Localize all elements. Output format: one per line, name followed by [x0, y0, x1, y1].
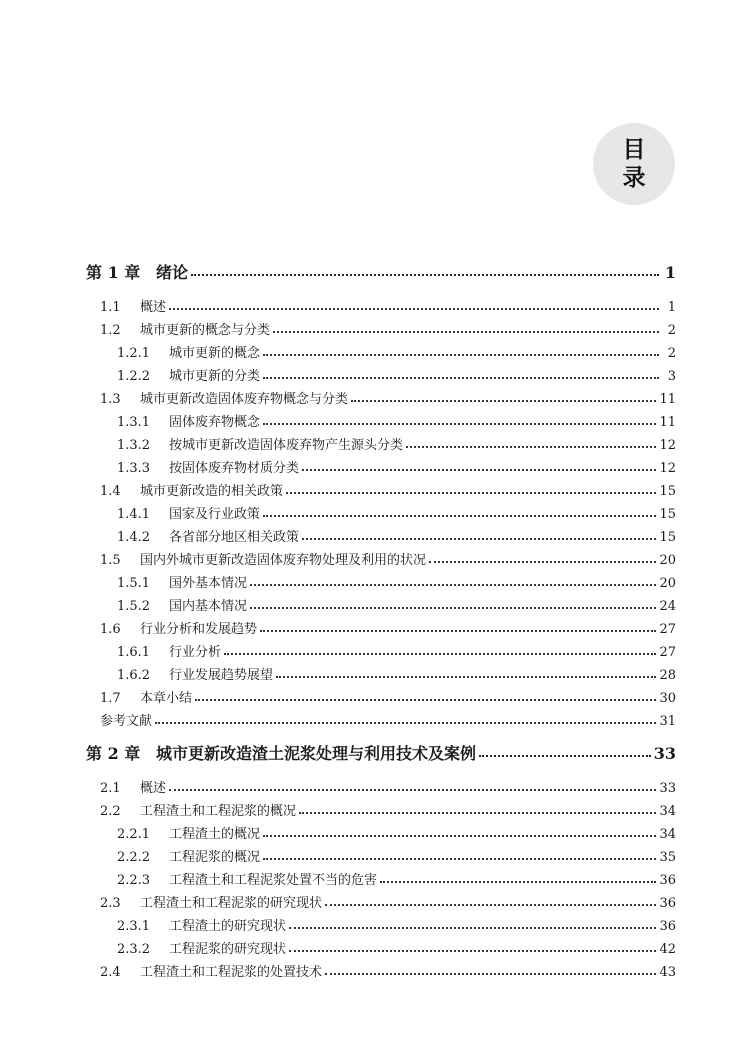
toc-entry-title: 工程渣土和工程泥浆处置不当的危害 [169, 873, 378, 888]
dot-leader [263, 835, 656, 837]
toc-entry-page: 34 [659, 827, 676, 842]
toc-entry-title: 概述 [140, 300, 167, 315]
toc-entry-title: 行业分析 [169, 645, 222, 660]
toc-entry[interactable] [117, 411, 676, 430]
dot-leader [224, 653, 656, 655]
toc-entry-number: 第 2 章 [86, 744, 141, 763]
toc-entry[interactable] [117, 503, 676, 522]
toc-entry-page: 20 [659, 576, 676, 591]
toc-entry-page: 34 [659, 804, 676, 819]
toc-entry[interactable] [117, 915, 676, 934]
dot-leader [302, 469, 656, 471]
toc-entry[interactable] [117, 457, 676, 476]
toc-heading-badge [593, 123, 675, 205]
toc-entry-title: 按城市更新改造固体废弃物产生源头分类 [169, 438, 404, 453]
toc-entry-number: 1.5.1 [117, 576, 151, 591]
toc-entry[interactable] [100, 800, 676, 819]
toc-entry-page: 2 [667, 323, 676, 338]
toc-entry[interactable] [117, 365, 676, 384]
toc-entry[interactable] [117, 572, 676, 591]
toc-entry-title: 城市更新改造渣土泥浆处理与利用技术及案例 [156, 744, 477, 763]
dot-leader [429, 561, 656, 563]
dot-leader [351, 400, 656, 402]
toc-entry-number: 1.6.2 [117, 668, 151, 683]
dot-leader [289, 927, 656, 929]
toc-entry-title: 固体废弃物概念 [169, 415, 261, 430]
toc-entry[interactable] [117, 641, 676, 660]
dot-leader [250, 584, 656, 586]
toc-entry-page: 33 [659, 781, 676, 796]
toc-entry-number: 1.6 [100, 622, 121, 637]
toc-entry-number: 2.2.2 [117, 850, 151, 865]
toc-entry-title: 国家及行业政策 [169, 507, 261, 522]
dot-leader [169, 308, 659, 310]
toc-entry-number: 2.3 [100, 896, 121, 911]
toc-entry-title: 工程泥浆的研究现状 [169, 942, 287, 957]
dot-leader [380, 881, 656, 883]
toc-entry-number: 1.1 [100, 300, 121, 315]
toc-entry-page: 35 [659, 850, 676, 865]
toc-entry-title: 城市更新改造固体废弃物概念与分类 [140, 392, 349, 407]
toc-entry-number: 1.3.1 [117, 415, 151, 430]
toc-entry[interactable] [100, 319, 676, 338]
toc-entry-title: 城市更新的概念 [169, 346, 261, 361]
toc-entry-page: 27 [659, 622, 676, 637]
toc-entry-title: 行业发展趋势展望 [169, 668, 274, 683]
dot-leader [325, 904, 656, 906]
toc-entry-number: 2.3.2 [117, 942, 151, 957]
toc-entry-page: 36 [659, 873, 676, 888]
toc-entry[interactable] [100, 388, 676, 407]
toc-entry-page: 31 [659, 714, 676, 729]
toc-entry-title: 本章小结 [140, 691, 193, 706]
toc-entry-number: 1.2 [100, 323, 121, 338]
toc-entry-number: 1.3.3 [117, 461, 151, 476]
toc-entry-title: 城市更新改造的相关政策 [140, 484, 284, 499]
toc-entry-page: 2 [667, 346, 676, 361]
toc-entry-number: 2.2.3 [117, 873, 151, 888]
toc-entry-page: 11 [659, 392, 676, 407]
toc-entry-number: 2.2 [100, 804, 121, 819]
toc-entry-title: 概述 [140, 781, 167, 796]
toc-entry-number: 2.4 [100, 965, 121, 980]
toc-entry-page: 36 [659, 896, 676, 911]
toc-entry-title: 行业分析和发展趋势 [140, 622, 258, 637]
toc-entry[interactable] [117, 938, 676, 957]
toc-chapter-entry[interactable] [86, 260, 676, 283]
toc-entry-page: 36 [659, 919, 676, 934]
toc-entry[interactable] [117, 664, 676, 683]
toc-entry-page: 12 [659, 438, 676, 453]
toc-entry-number: 1.3 [100, 392, 121, 407]
dot-leader [479, 755, 651, 757]
toc-entry-title: 参考文献 [100, 714, 153, 729]
toc-entry-title: 工程渣土和工程泥浆的处置技术 [140, 965, 323, 980]
toc-entry-title: 工程渣土和工程泥浆的概况 [140, 804, 297, 819]
toc-entry[interactable] [117, 526, 676, 545]
toc-entry-title: 国外基本情况 [169, 576, 248, 591]
toc-entry-title: 城市更新的分类 [169, 369, 261, 384]
toc-entry[interactable] [100, 618, 676, 637]
toc-entry-title: 国内基本情况 [169, 599, 248, 614]
dot-leader [406, 446, 656, 448]
toc-entry-number: 2.2.1 [117, 827, 151, 842]
toc-entry-title: 按固体废弃物材质分类 [169, 461, 300, 476]
toc-entry-page: 43 [659, 965, 676, 980]
toc-entry-number: 1.4.1 [117, 507, 151, 522]
toc-entry-number: 1.5.2 [117, 599, 151, 614]
toc-entry-number: 1.6.1 [117, 645, 151, 660]
toc-entry-number: 1.4 [100, 484, 121, 499]
toc-entry-number: 2.3.1 [117, 919, 151, 934]
toc-entry[interactable] [117, 869, 676, 888]
toc-entry[interactable] [100, 777, 676, 796]
toc-entry-title: 工程泥浆的概况 [169, 850, 261, 865]
dot-leader [325, 973, 656, 975]
dot-leader [263, 515, 656, 517]
toc-entry[interactable] [117, 823, 676, 842]
toc-entry[interactable] [117, 342, 676, 361]
toc-chapter-entry[interactable] [86, 741, 676, 764]
dot-leader [191, 274, 659, 276]
toc-entry-number: 1.7 [100, 691, 121, 706]
toc-entry-number: 1.4.2 [117, 530, 151, 545]
dot-leader [263, 377, 659, 379]
toc-entry-page: 42 [659, 942, 676, 957]
dot-leader [195, 699, 656, 701]
toc-entry-number: 1.2.1 [117, 346, 151, 361]
dot-leader [263, 423, 656, 425]
toc-entry-page: 24 [659, 599, 676, 614]
toc-entry[interactable] [100, 961, 676, 980]
dot-leader [276, 676, 656, 678]
toc-entry-page: 33 [653, 744, 676, 763]
toc-entry-number: 第 1 章 [86, 263, 141, 282]
toc-entry[interactable] [117, 434, 676, 453]
dot-leader [155, 722, 656, 724]
dot-leader [263, 354, 659, 356]
toc-entry-page: 15 [659, 530, 676, 545]
dot-leader [263, 858, 656, 860]
toc-entry-page: 1 [667, 300, 676, 315]
toc-entry[interactable] [100, 480, 676, 499]
toc-entry-page: 30 [659, 691, 676, 706]
toc-references-entry[interactable] [100, 710, 676, 729]
toc-entry[interactable] [117, 846, 676, 865]
toc-entry-title: 城市更新的概念与分类 [140, 323, 271, 338]
toc-entry[interactable] [100, 296, 676, 315]
toc-entry-page: 28 [659, 668, 676, 683]
toc-entry[interactable] [100, 549, 676, 568]
dot-leader [250, 607, 656, 609]
toc-entry-number: 1.3.2 [117, 438, 151, 453]
toc-entry[interactable] [117, 595, 676, 614]
toc-heading-bottom: 录 [622, 165, 646, 191]
dot-leader [273, 331, 659, 333]
toc-entry-page: 11 [659, 415, 676, 430]
toc-entry[interactable] [100, 892, 676, 911]
dot-leader [286, 492, 656, 494]
toc-entry-page: 20 [659, 553, 676, 568]
toc-entry[interactable] [100, 687, 676, 706]
toc-entry-number: 1.5 [100, 553, 121, 568]
toc-entry-title: 绪论 [156, 263, 189, 282]
toc-entry-number: 1.2.2 [117, 369, 151, 384]
toc-entry-page: 15 [659, 507, 676, 522]
toc-entry-page: 3 [667, 369, 676, 384]
toc-entry-page: 12 [659, 461, 676, 476]
toc-entry-page: 1 [664, 263, 676, 282]
dot-leader [302, 538, 656, 540]
toc-entry-page: 15 [659, 484, 676, 499]
toc-entry-title: 工程渣土的研究现状 [169, 919, 287, 934]
dot-leader [289, 950, 656, 952]
toc-entry-page: 27 [659, 645, 676, 660]
dot-leader [299, 812, 656, 814]
dot-leader [260, 630, 656, 632]
dot-leader [169, 789, 656, 791]
toc-entry-title: 工程渣土的概况 [169, 827, 261, 842]
toc-entry-title: 国内外城市更新改造固体废弃物处理及利用的状况 [140, 553, 427, 568]
toc-entry-number: 2.1 [100, 781, 121, 796]
toc-heading-top: 目 [622, 137, 646, 163]
toc-entry-title: 各省部分地区相关政策 [169, 530, 300, 545]
toc-entry-title: 工程渣土和工程泥浆的研究现状 [140, 896, 323, 911]
